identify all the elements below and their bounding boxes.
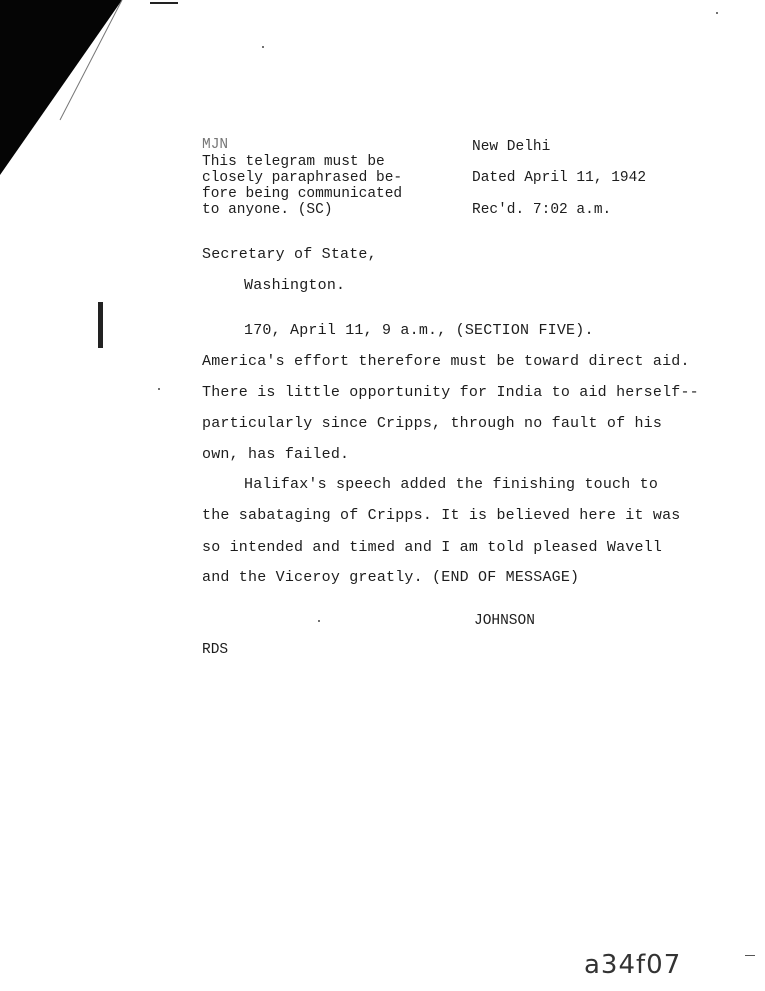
archive-number: a34f07 xyxy=(584,950,682,980)
addressee-city: Washington. xyxy=(244,277,346,294)
body-line-7: the sabataging of Cripps. It is believed here it was xyxy=(202,507,681,524)
margin-mark-top xyxy=(150,2,178,4)
speck xyxy=(716,12,718,14)
initials: RDS xyxy=(202,642,229,658)
speck xyxy=(318,620,320,622)
scan-corner-shadow xyxy=(0,0,140,200)
body-line-8: so intended and timed and I am told pleased Wavell xyxy=(202,539,663,556)
body-line-1: 170, April 11, 9 a.m., (SECTION FIVE). xyxy=(244,322,594,339)
addressee: Secretary of State, xyxy=(202,246,377,263)
notice-line-1: This telegram must be xyxy=(202,154,385,170)
right-edge-mark xyxy=(745,955,755,956)
body-line-4: particularly since Cripps, through no fault of his xyxy=(202,415,663,432)
body-line-5: own, has failed. xyxy=(202,446,350,463)
signature: JOHNSON xyxy=(474,613,535,629)
body-line-3: There is little opportunity for India to aid herself-- xyxy=(202,384,699,401)
body-line-6: Halifax's speech added the finishing touch to xyxy=(244,476,659,493)
routing-code: MJN xyxy=(202,137,229,153)
notice-line-3: fore being communicated xyxy=(202,186,403,202)
speck xyxy=(158,388,160,390)
body-line-9: and the Viceroy greatly. (END OF MESSAGE) xyxy=(202,569,580,586)
notice-line-2: closely paraphrased be- xyxy=(202,170,403,186)
origin-place: New Delhi xyxy=(472,139,551,155)
notice-line-4: to anyone. (SC) xyxy=(202,202,333,218)
dated-line: Dated April 11, 1942 xyxy=(472,170,647,186)
body-line-2: America's effort therefore must be toward direct aid. xyxy=(202,353,690,370)
speck xyxy=(262,46,264,48)
margin-mark xyxy=(98,302,103,348)
received-line: Rec'd. 7:02 a.m. xyxy=(472,202,612,218)
